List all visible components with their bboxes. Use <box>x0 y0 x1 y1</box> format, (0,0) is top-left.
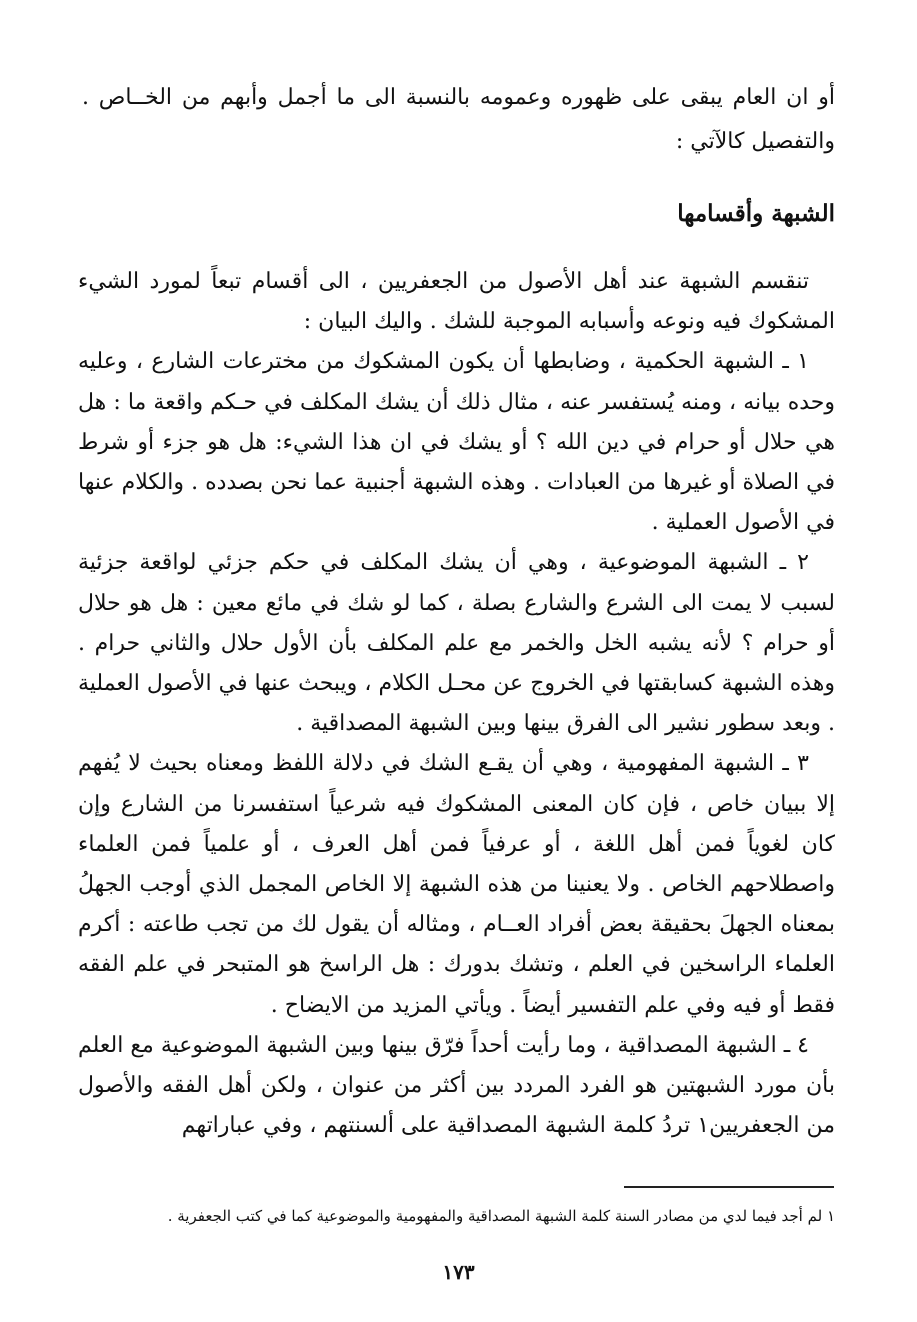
paragraph: تنقسم الشبهة عند أهل الأصول من الجعفريين ، الى أقسام تبعاً لمورد الشيء المشكوك فيه ونوعه وأسبابه الموجبة للشك . واليك البيان : <box>78 269 835 335</box>
section-heading: الشبهة وأقسامها <box>677 200 835 227</box>
footnote-divider <box>624 1186 834 1188</box>
paragraph: ٣ ـ الشبهة المفهومية ، وهي أن يقـع الشك في دلالة اللفظ ومعناه بحيث لا يُفهم إلا ببيان خاص ، فإن كان المعنى المشكوك فيه شرعياً استفسرنا من الشارع وإن كان لغوياً فمن أهل اللغة ، أو عرفياً فمن أهل العرف ، أو علمياً فمن العلماء واصطلاحهم الخاص . ولا يعنينا من هذه الشبهة إلا الخاص المجمل الذي أوجب الجهلُ بمعناه الجهلَ بحقيقة بعض أفراد العــام ، ومثاله أن يقول لك من تجب طاعته : أكرم العلماء الراسخين في العلم ، وتشك بدورك : هل الراسخ هو المتبحر في علم الفقه فقط أو فيه وفي علم التفسير أيضاً . ويأتي المزيد من الايضاح . <box>78 751 836 1018</box>
intro-paragraph: أو ان العام يبقى على ظهوره وعمومه بالنسبة الى ما أجمل وأبهم من الخــاص . والتفصيل كالآتي : <box>82 85 835 154</box>
paragraph: ٢ ـ الشبهة الموضوعية ، وهي أن يشك المكلف في حكم جزئي لواقعة جزئية لسبب لا يمت الى الشرع والشارع بصلة ، كما لو شك في مائع معين : هل هو حلال أو حرام ؟ لأنه يشبه الخل والخمر مع علم المكلف بأن الأول حلال والثاني حرام . وهذه الشبهة كسابقتها في الخروج عن محـل الكلام ، ويبحث عنها في الأصول العملية . وبعد سطور نشير الى الفرق بينها وبين الشبهة المصداقية . <box>78 550 835 737</box>
paragraph: ٤ ـ الشبهة المصداقية ، وما رأيت أحداً فرّق بينها وبين الشبهة الموضوعية مع العلم بأن مورد الشبهتين هو الفرد المردد بين أكثر من عنوان ، ولكن أهل الفقه والأصول من الجعفريين١ تردُ كلمة الشبهة المصداقية على ألسنتهم ، وفي عباراتهم <box>78 1032 835 1139</box>
section-body <box>78 262 835 1146</box>
page-number: ١٧٣ <box>442 1260 475 1284</box>
footnote: ١ لم أجد فيما لدي من مصادر السنة كلمة الشبهة المصداقية والمفهومية والموضوعية كما في كتب الجعفرية . <box>167 1207 835 1225</box>
paragraph: ١ ـ الشبهة الحكمية ، وضابطها أن يكون المشكوك من مخترعات الشارع ، وعليه وحده بيانه ، ومنه يُستفسر عنه ، مثال ذلك أن يشك المكلف في حـكم واقعة ما : هل هي حلال أو حرام في دين الله ؟ أو يشك في ان هذا الشيء: هل هو جزء أو شرط في الصلاة أو غيرها من العبادات . وهذه الشبهة أجنبية عما نحن بصدده . والكلام عنها في الأصول العملية . <box>78 349 835 536</box>
